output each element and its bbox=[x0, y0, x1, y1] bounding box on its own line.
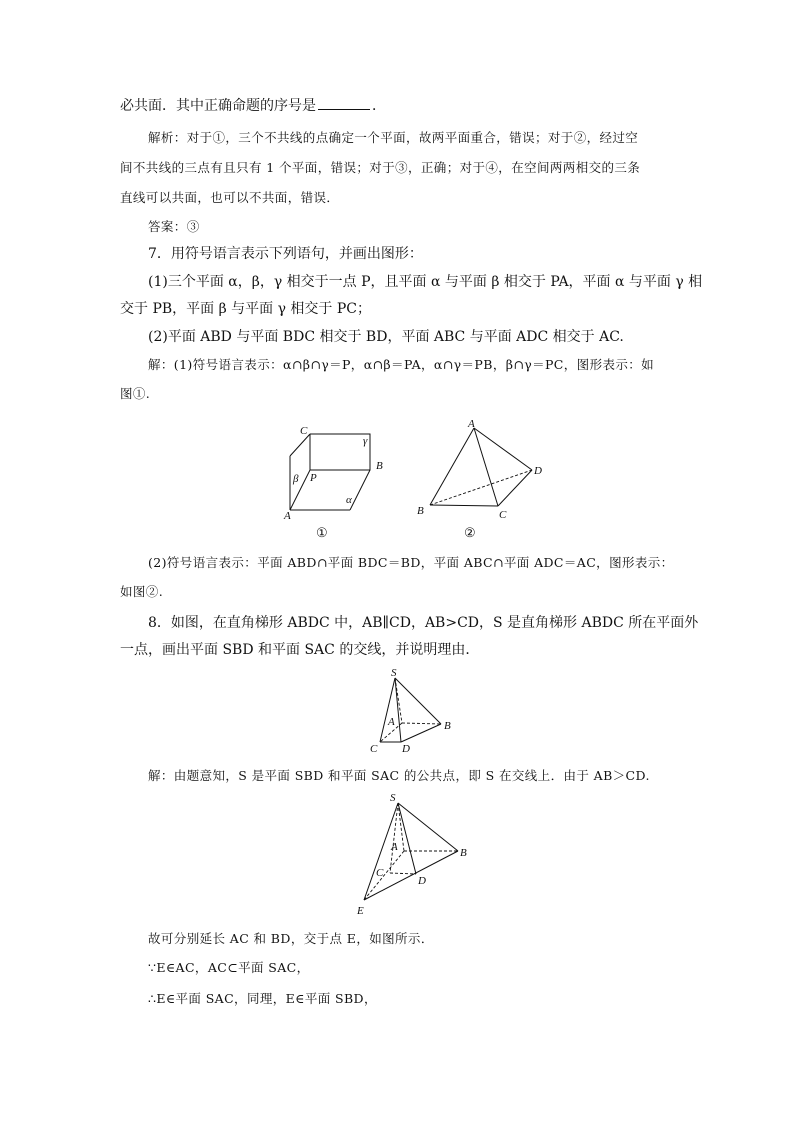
solution-line: 解：由题意知，S 是平面 SBD 和平面 SAC 的公共点，即 S 在交线上．由于 AB＞CD. bbox=[148, 768, 650, 783]
text-span: ． bbox=[372, 98, 386, 114]
solution-line: 解：(1)符号语言表示：α∩β∩γ＝P，α∩β＝PA，α∩γ＝PB，β∩γ＝PC，图形表示：如 bbox=[148, 357, 655, 372]
edge-line bbox=[474, 428, 532, 470]
figure-2-tetrahedron bbox=[410, 416, 550, 541]
label-b: B bbox=[460, 847, 467, 859]
edge-line bbox=[398, 803, 416, 874]
figure-caption: ② bbox=[464, 525, 476, 540]
edge-line bbox=[430, 505, 498, 506]
label-d: D bbox=[534, 465, 542, 477]
hidden-edge-line bbox=[402, 723, 441, 724]
solution-line: (2)符号语言表示：平面 ABD∩平面 BDC＝BD，平面 ABC∩平面 ADC＝AC，图形表示： bbox=[148, 555, 674, 570]
label-a: A bbox=[468, 418, 475, 430]
hidden-edge-line bbox=[398, 803, 404, 851]
edge-line bbox=[290, 434, 310, 456]
text-line bbox=[120, 96, 386, 116]
label-beta: β bbox=[293, 473, 299, 485]
plane-gamma bbox=[310, 434, 370, 470]
question-8-line: 8．如图，在直角梯形 ABDC 中，AB∥CD，AB>CD，S 是直角梯形 ABDC 所在平面外 bbox=[148, 615, 699, 631]
edge-line bbox=[474, 428, 498, 506]
label-b: B bbox=[417, 505, 424, 517]
text-span: 必共面．其中正确命题的序号是 bbox=[120, 98, 316, 114]
label-c: C bbox=[376, 867, 384, 879]
solution-line: 图①. bbox=[120, 386, 151, 401]
edge-line bbox=[398, 803, 458, 851]
hidden-edge-line bbox=[390, 873, 416, 874]
label-c: C bbox=[499, 509, 507, 521]
label-gamma: γ bbox=[363, 435, 368, 447]
label-c: C bbox=[370, 743, 378, 755]
label-a: A bbox=[388, 716, 395, 728]
solution-line: 解析：对于①，三个不共线的点确定一个平面，故两平面重合，错误；对于②，经过空 bbox=[148, 130, 639, 145]
figure-1-three-planes bbox=[280, 420, 400, 545]
question-line: 交于 PB，平面 β 与平面 γ 相交于 PC； bbox=[120, 301, 372, 317]
question-7-title: 7．用符号语言表示下列语句，并画出图形： bbox=[148, 246, 423, 262]
figure-pyramid-extended bbox=[350, 790, 480, 920]
label-b: B bbox=[376, 460, 383, 472]
edge-line bbox=[380, 678, 395, 742]
solution-line: 故可分别延长 AC 和 BD，交于点 E，如图所示． bbox=[148, 931, 434, 946]
label-d: D bbox=[402, 743, 410, 755]
solution-line: ∴E∈平面 SAC，同理，E∈平面 SBD， bbox=[148, 991, 377, 1006]
edge-line bbox=[395, 678, 441, 724]
label-s: S bbox=[390, 792, 396, 804]
label-e: E bbox=[357, 905, 364, 917]
solution-line: 直线可以共面，也可以不共面，错误． bbox=[120, 190, 340, 205]
label-a: A bbox=[391, 841, 398, 853]
answer-blank bbox=[318, 96, 370, 110]
answer-line: 答案：③ bbox=[148, 219, 200, 234]
solution-line: ∵E∈AC，AC⊂平面 SAC， bbox=[148, 960, 310, 975]
hidden-edge-line bbox=[430, 470, 532, 505]
question-line: (2)平面 ABD 与平面 BDC 相交于 BD，平面 ABC 与平面 ADC 相交于 AC. bbox=[148, 329, 624, 345]
hidden-edge-line bbox=[364, 851, 404, 900]
question-8-line: 一点，画出平面 SBD 和平面 SAC 的交线，并说明理由． bbox=[120, 642, 480, 658]
edge-line bbox=[350, 470, 370, 510]
solution-line: 如图②. bbox=[120, 584, 164, 599]
figure-caption: ① bbox=[316, 525, 328, 540]
label-b: B bbox=[444, 720, 451, 732]
label-a: A bbox=[284, 510, 291, 522]
label-c: C bbox=[300, 425, 308, 437]
question-line: (1)三个平面 α，β，γ 相交于一点 P，且平面 α 与平面 β 相交于 PA，平面 α 与平面 γ 相 bbox=[148, 274, 703, 290]
solution-line: 间不共线的三点有且只有 1 个平面，错误；对于③，正确；对于④，在空间两两相交的三条 bbox=[120, 160, 641, 175]
label-p: P bbox=[310, 472, 317, 484]
label-d: D bbox=[418, 875, 426, 887]
edge-line bbox=[401, 724, 441, 742]
label-alpha: α bbox=[346, 494, 352, 506]
figure-pyramid bbox=[360, 666, 470, 758]
edge-line bbox=[430, 428, 474, 505]
label-s: S bbox=[391, 667, 397, 679]
